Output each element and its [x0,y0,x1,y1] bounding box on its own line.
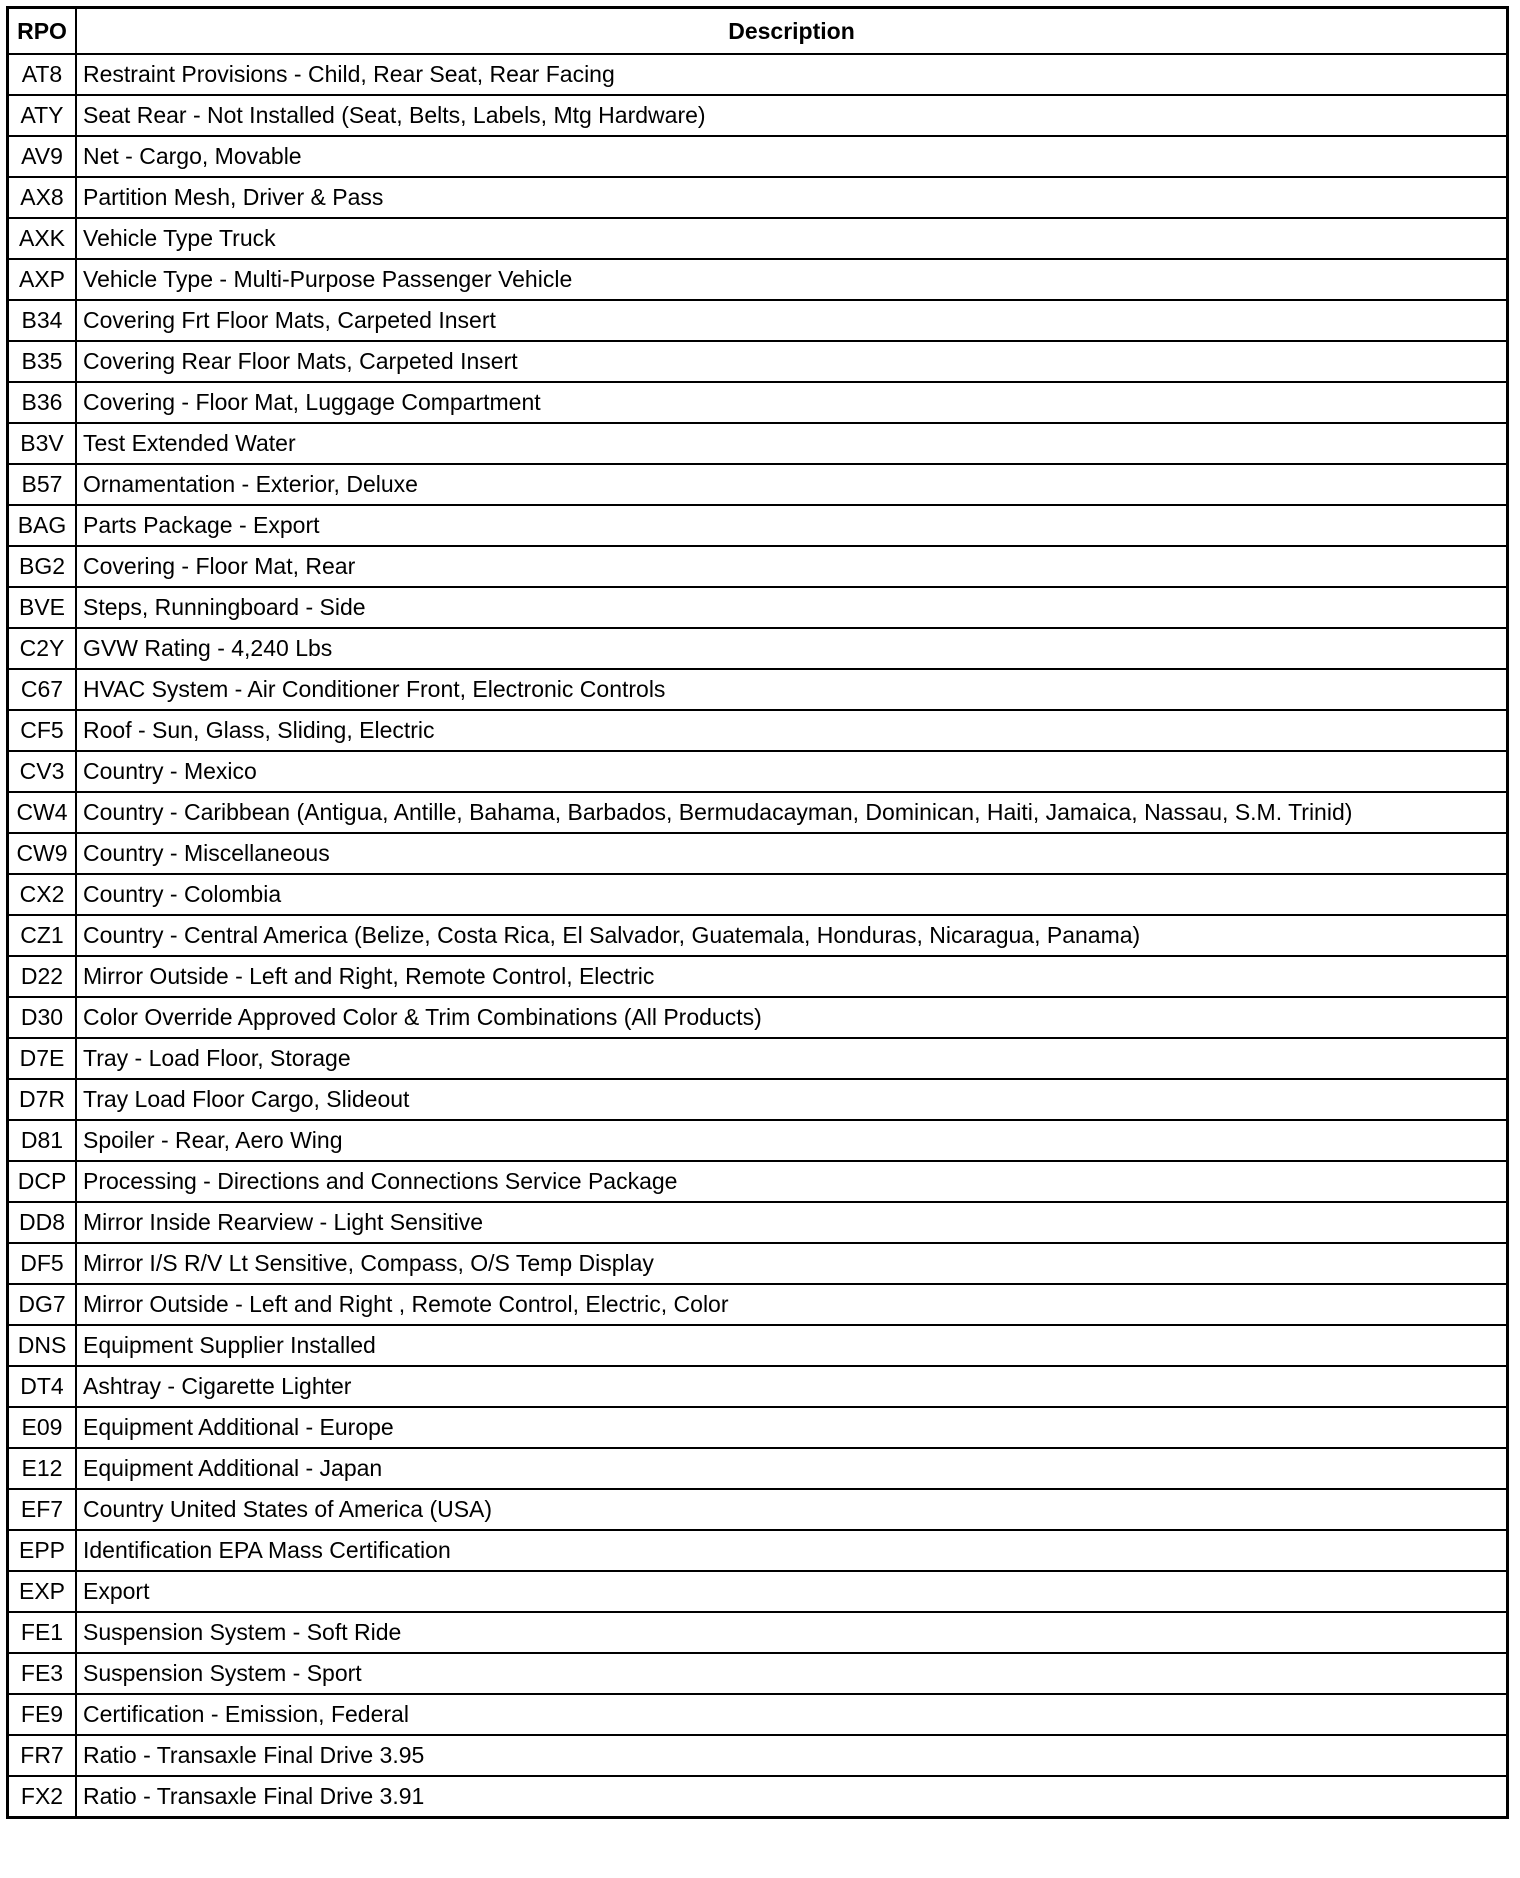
table-row [8,95,1508,136]
rpo-code: D30 [8,997,77,1038]
table-row [8,54,1508,95]
table-row [8,259,1508,300]
rpo-code: DF5 [8,1243,77,1284]
rpo-description: Country - Miscellaneous [76,833,1508,874]
table-row [8,1161,1508,1202]
rpo-code: D22 [8,956,77,997]
rpo-code: CZ1 [8,915,77,956]
table-row [8,423,1508,464]
rpo-description: Roof - Sun, Glass, Sliding, Electric [76,710,1508,751]
rpo-description: Equipment Additional - Japan [76,1448,1508,1489]
table-row [8,300,1508,341]
table-row [8,505,1508,546]
table-row [8,710,1508,751]
rpo-description: Steps, Runningboard - Side [76,587,1508,628]
table-row [8,1448,1508,1489]
rpo-description: Seat Rear - Not Installed (Seat, Belts, Labels, Mtg Hardware) [76,95,1508,136]
rpo-code: CV3 [8,751,77,792]
rpo-code: FR7 [8,1735,77,1776]
rpo-code: DCP [8,1161,77,1202]
rpo-code: B34 [8,300,77,341]
rpo-code: DT4 [8,1366,77,1407]
rpo-description: Mirror Outside - Left and Right , Remote Control, Electric, Color [76,1284,1508,1325]
rpo-description: Mirror Inside Rearview - Light Sensitive [76,1202,1508,1243]
rpo-description: Country - Mexico [76,751,1508,792]
rpo-code: AX8 [8,177,77,218]
rpo-description: Vehicle Type - Multi-Purpose Passenger Vehicle [76,259,1508,300]
header-description: Description [76,8,1508,55]
rpo-code: B35 [8,341,77,382]
table-row [8,1284,1508,1325]
rpo-description: Ornamentation - Exterior, Deluxe [76,464,1508,505]
rpo-code: DD8 [8,1202,77,1243]
table-row [8,956,1508,997]
rpo-code: E09 [8,1407,77,1448]
rpo-description: Ashtray - Cigarette Lighter [76,1366,1508,1407]
rpo-code: B36 [8,382,77,423]
rpo-description: Country United States of America (USA) [76,1489,1508,1530]
rpo-code: DG7 [8,1284,77,1325]
rpo-description: Tray - Load Floor, Storage [76,1038,1508,1079]
rpo-code: C2Y [8,628,77,669]
table-row [8,1612,1508,1653]
table-row [8,1120,1508,1161]
rpo-code: CF5 [8,710,77,751]
rpo-code: BVE [8,587,77,628]
table-row [8,1694,1508,1735]
rpo-code: EF7 [8,1489,77,1530]
rpo-description: Covering Frt Floor Mats, Carpeted Insert [76,300,1508,341]
table-row [8,218,1508,259]
rpo-code: AV9 [8,136,77,177]
table-row [8,874,1508,915]
rpo-description: Tray Load Floor Cargo, Slideout [76,1079,1508,1120]
rpo-description: Mirror Outside - Left and Right, Remote Control, Electric [76,956,1508,997]
rpo-code: BAG [8,505,77,546]
table-row [8,1079,1508,1120]
table-row [8,1325,1508,1366]
table-row [8,382,1508,423]
rpo-code: C67 [8,669,77,710]
rpo-code: B57 [8,464,77,505]
table-row [8,1366,1508,1407]
rpo-description: Equipment Supplier Installed [76,1325,1508,1366]
table-row [8,587,1508,628]
table-row [8,833,1508,874]
rpo-code: BG2 [8,546,77,587]
rpo-code: B3V [8,423,77,464]
table-row [8,1407,1508,1448]
table-row [8,177,1508,218]
rpo-description: Identification EPA Mass Certification [76,1530,1508,1571]
rpo-description: Country - Central America (Belize, Costa Rica, El Salvador, Guatemala, Honduras, Nicaragua, Panama) [76,915,1508,956]
rpo-description: Country - Caribbean (Antigua, Antille, Bahama, Barbados, Bermudacayman, Dominican, Haiti, Jamaica, Nassau, S.M. Trinid) [76,792,1508,833]
table-row [8,1489,1508,1530]
rpo-description: Net - Cargo, Movable [76,136,1508,177]
table-row [8,1776,1508,1818]
rpo-code: FX2 [8,1776,77,1818]
rpo-code: EPP [8,1530,77,1571]
table-row [8,546,1508,587]
rpo-code: E12 [8,1448,77,1489]
table-row [8,1038,1508,1079]
rpo-description: Vehicle Type Truck [76,218,1508,259]
rpo-description: HVAC System - Air Conditioner Front, Electronic Controls [76,669,1508,710]
table-row [8,1653,1508,1694]
rpo-code: FE1 [8,1612,77,1653]
rpo-description: Partition Mesh, Driver & Pass [76,177,1508,218]
rpo-code: DNS [8,1325,77,1366]
rpo-description: Spoiler - Rear, Aero Wing [76,1120,1508,1161]
rpo-description: Processing - Directions and Connections Service Package [76,1161,1508,1202]
table-row [8,915,1508,956]
table-row [8,628,1508,669]
table-row [8,997,1508,1038]
rpo-description: Certification - Emission, Federal [76,1694,1508,1735]
rpo-code: FE9 [8,1694,77,1735]
rpo-code: CW9 [8,833,77,874]
rpo-code: EXP [8,1571,77,1612]
rpo-code: CX2 [8,874,77,915]
rpo-code: D7R [8,1079,77,1120]
rpo-code: D81 [8,1120,77,1161]
rpo-description: Mirror I/S R/V Lt Sensitive, Compass, O/S Temp Display [76,1243,1508,1284]
rpo-code: CW4 [8,792,77,833]
rpo-description: Suspension System - Soft Ride [76,1612,1508,1653]
rpo-description: GVW Rating - 4,240 Lbs [76,628,1508,669]
table-row [8,341,1508,382]
rpo-description: Color Override Approved Color & Trim Combinations (All Products) [76,997,1508,1038]
rpo-code: D7E [8,1038,77,1079]
rpo-description: Ratio - Transaxle Final Drive 3.95 [76,1735,1508,1776]
table-row [8,1571,1508,1612]
rpo-description: Ratio - Transaxle Final Drive 3.91 [76,1776,1508,1818]
rpo-table [6,6,1509,1819]
rpo-description: Equipment Additional - Europe [76,1407,1508,1448]
rpo-description: Covering - Floor Mat, Luggage Compartment [76,382,1508,423]
rpo-description: Test Extended Water [76,423,1508,464]
rpo-code: AXP [8,259,77,300]
table-row [8,1202,1508,1243]
table-row [8,1243,1508,1284]
table-row [8,751,1508,792]
rpo-description: Export [76,1571,1508,1612]
table-body [8,54,1508,1818]
table-row [8,792,1508,833]
table-row [8,1735,1508,1776]
header-row [8,8,1508,55]
table-row [8,464,1508,505]
rpo-description: Covering Rear Floor Mats, Carpeted Insert [76,341,1508,382]
rpo-description: Suspension System - Sport [76,1653,1508,1694]
rpo-code: ATY [8,95,77,136]
table-row [8,136,1508,177]
rpo-code: FE3 [8,1653,77,1694]
rpo-code: AXK [8,218,77,259]
header-rpo: RPO [8,8,77,55]
rpo-description: Parts Package - Export [76,505,1508,546]
rpo-description: Country - Colombia [76,874,1508,915]
rpo-description: Covering - Floor Mat, Rear [76,546,1508,587]
table-row [8,669,1508,710]
rpo-code: AT8 [8,54,77,95]
table-row [8,1530,1508,1571]
rpo-description: Restraint Provisions - Child, Rear Seat, Rear Facing [76,54,1508,95]
